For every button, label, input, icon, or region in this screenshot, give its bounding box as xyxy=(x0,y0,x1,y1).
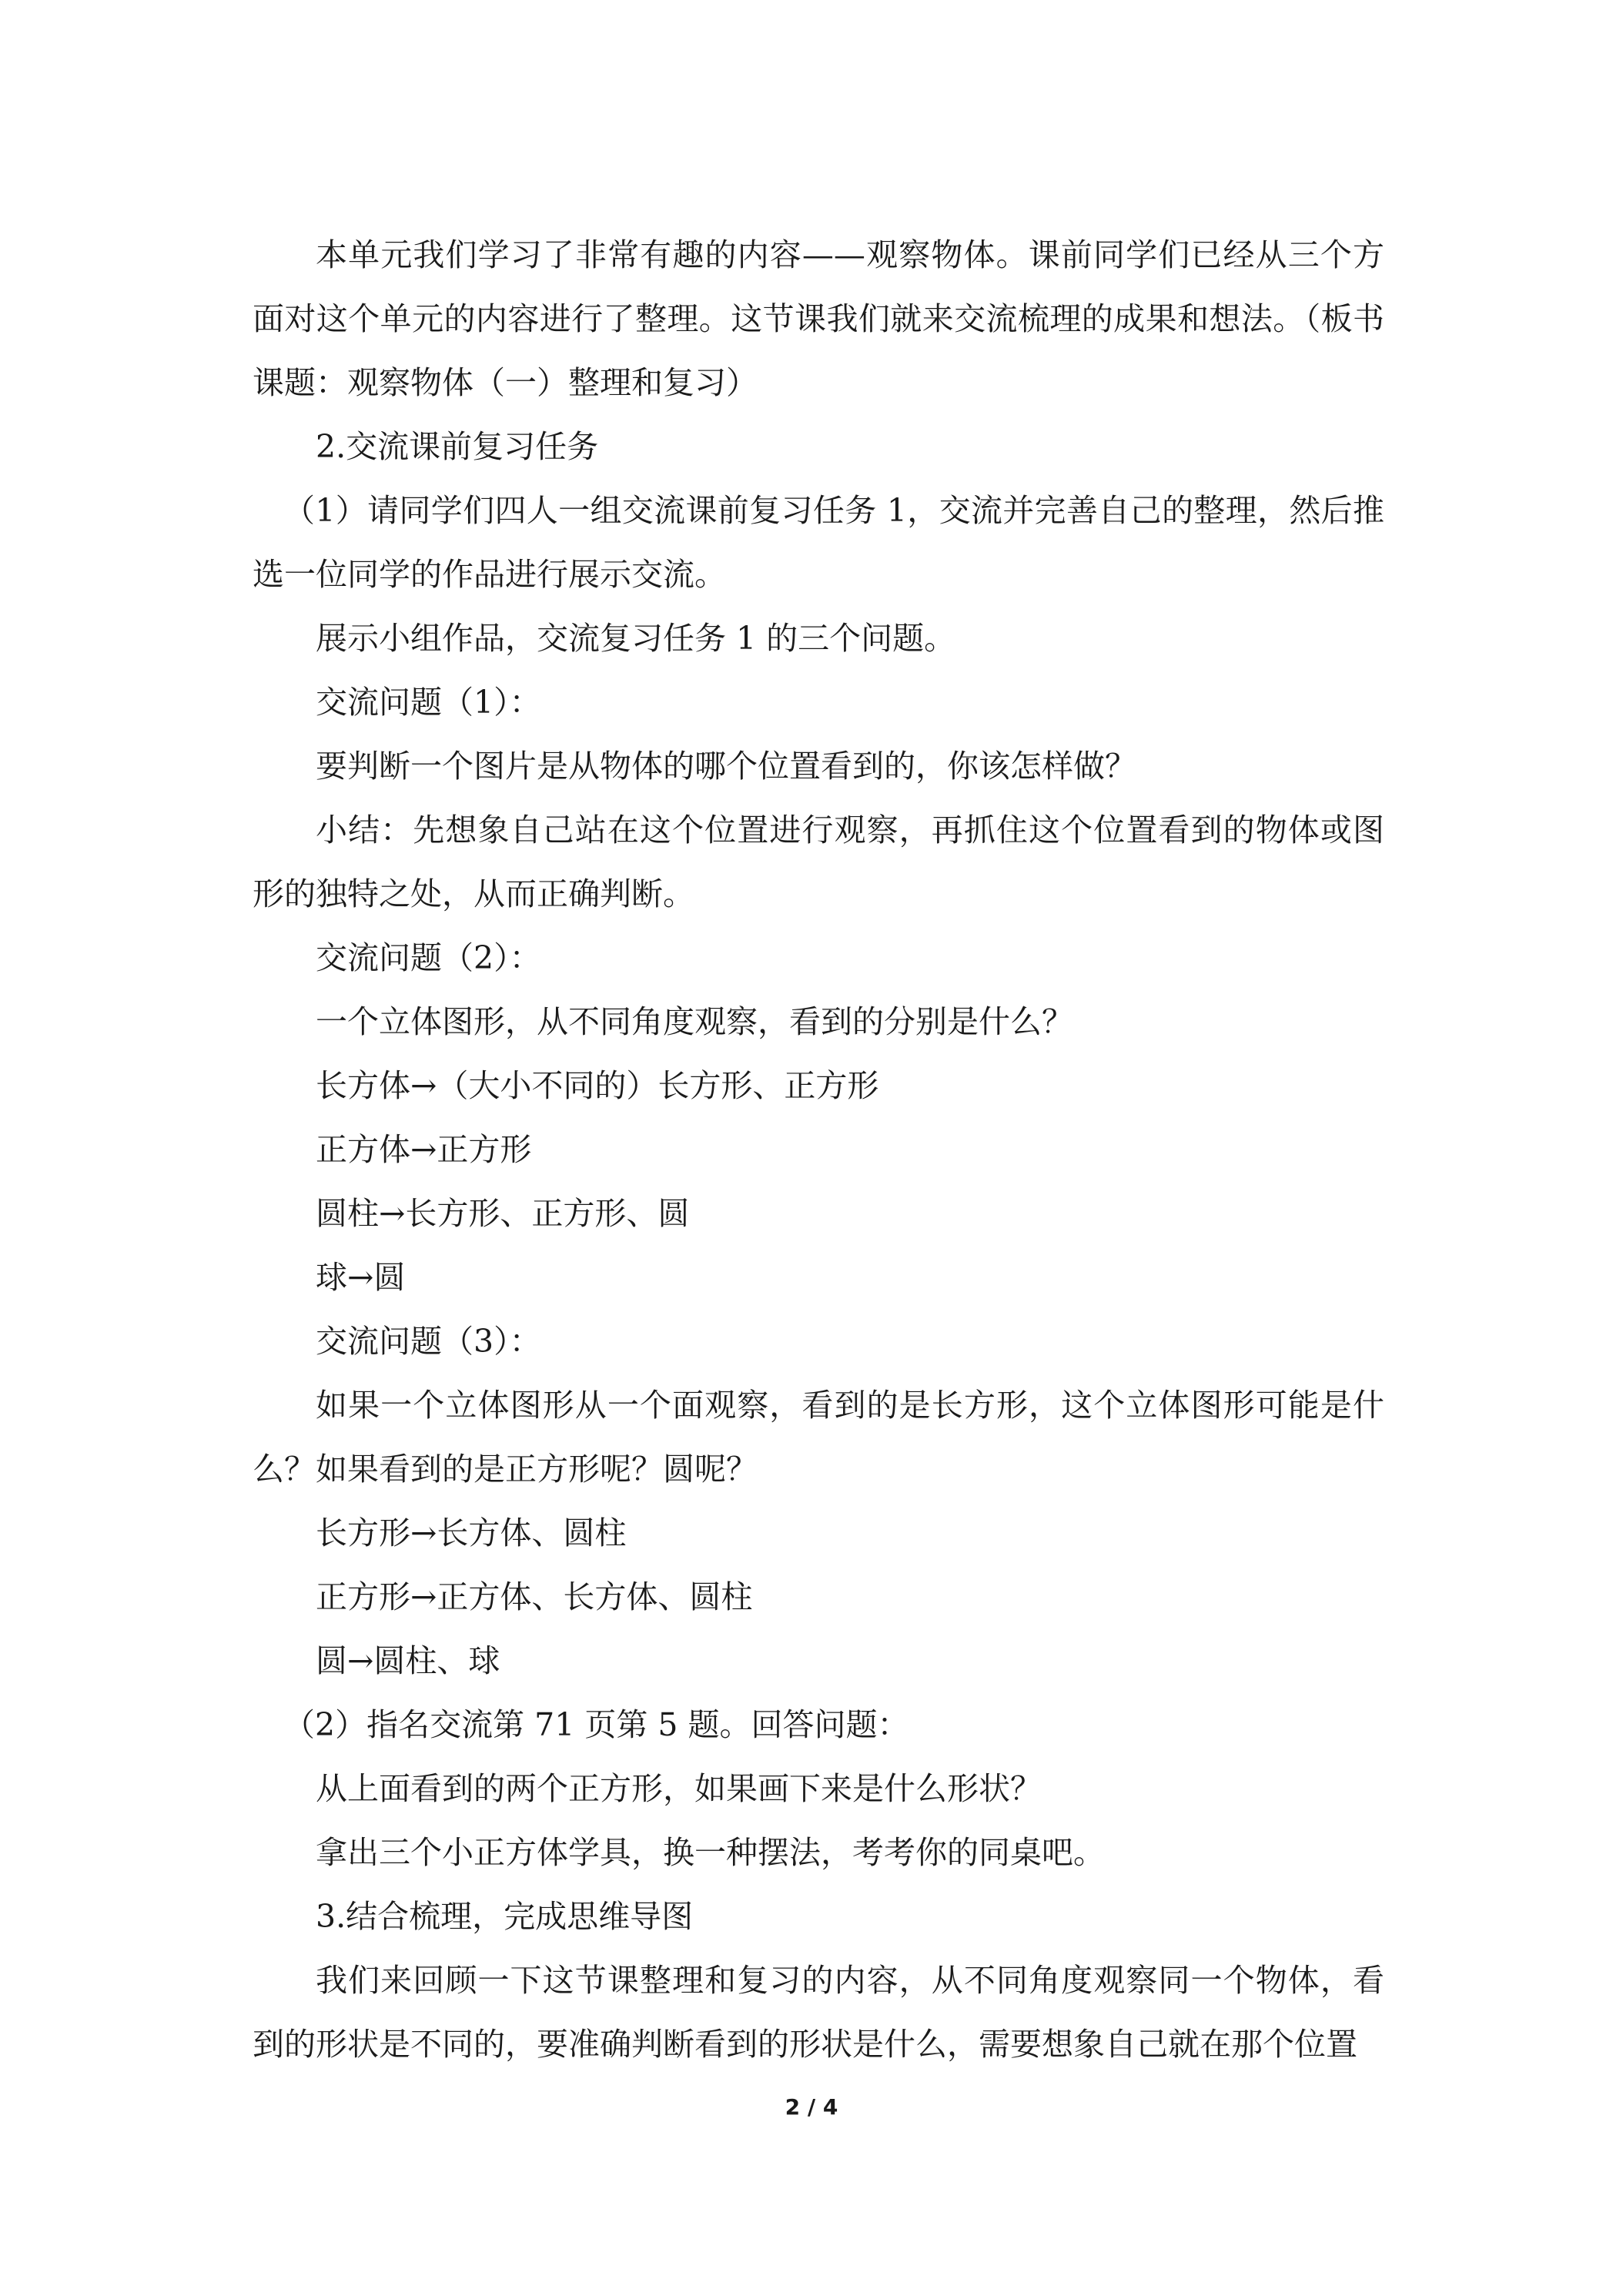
summary-1: 小结：先想象自己站在这个位置进行观察，再抓住这个位置看到的物体或图形的独特之处，从而正确判断。 xyxy=(253,812,1384,912)
paragraph-show-work: 展示小组作品，交流复习任务 1 的三个问题。 xyxy=(316,620,956,657)
question-3-text: 如果一个立体图形从一个面观察，看到的是长方形，这个立体图形可能是什么？如果看到的是正方形呢？圆呢？ xyxy=(253,1387,1384,1488)
answer-sphere: 球→圆 xyxy=(316,1259,406,1296)
paragraph-task-2: （2）指名交流第 71 页第 5 题。回答问题： xyxy=(283,1706,909,1743)
question-two-squares: 从上面看到的两个正方形，如果画下来是什么形状？ xyxy=(316,1770,1042,1807)
question-1-text: 要判断一个图片是从物体的哪个位置看到的，你该怎样做？ xyxy=(316,748,1136,785)
answer-cylinder: 圆柱→长方形、正方形、圆 xyxy=(316,1195,690,1232)
document-body xyxy=(253,223,1384,2077)
question-2-text: 一个立体图形，从不同角度观察，看到的分别是什么？ xyxy=(316,1003,1073,1040)
answer-cuboid: 长方体→（大小不同的）长方形、正方形 xyxy=(316,1067,879,1104)
paragraph-review: 我们来回顾一下这节课整理和复习的内容，从不同角度观察同一个物体，看到的形状是不同的，要准确判断看到的形状是什么，需要想象自己就在那个位置 xyxy=(253,1962,1384,2063)
answer-cube: 正方体→正方形 xyxy=(316,1131,532,1168)
section-heading-3: 3.结合梳理，完成思维导图 xyxy=(316,1898,694,1935)
section-heading-2: 2.交流课前复习任务 xyxy=(316,428,599,465)
question-3-heading: 交流问题（3）： xyxy=(316,1323,541,1360)
paragraph-intro: 本单元我们学习了非常有趣的内容——观察物体。课前同学们已经从三个方面对这个单元的内容进行了整理。这节课我们就来交流梳理的成果和想法。（板书课题：观察物体（一）整理和复习） xyxy=(253,236,1384,401)
question-1-heading: 交流问题（1）： xyxy=(316,684,541,721)
activity-cubes: 拿出三个小正方体学具，换一种摆法，考考你的同桌吧。 xyxy=(316,1834,1105,1871)
answer-rectangle: 长方形→长方体、圆柱 xyxy=(316,1514,627,1551)
answer-square: 正方形→正方体、长方体、圆柱 xyxy=(316,1578,753,1615)
answer-circle: 圆→圆柱、球 xyxy=(316,1642,500,1679)
page-number: 2 / 4 xyxy=(785,2094,838,2120)
question-2-heading: 交流问题（2）： xyxy=(316,939,541,976)
paragraph-task-1: （1）请同学们四人一组交流课前复习任务 1，交流并完善自己的整理，然后推选一位同学的作品进行展示交流。 xyxy=(253,492,1384,593)
